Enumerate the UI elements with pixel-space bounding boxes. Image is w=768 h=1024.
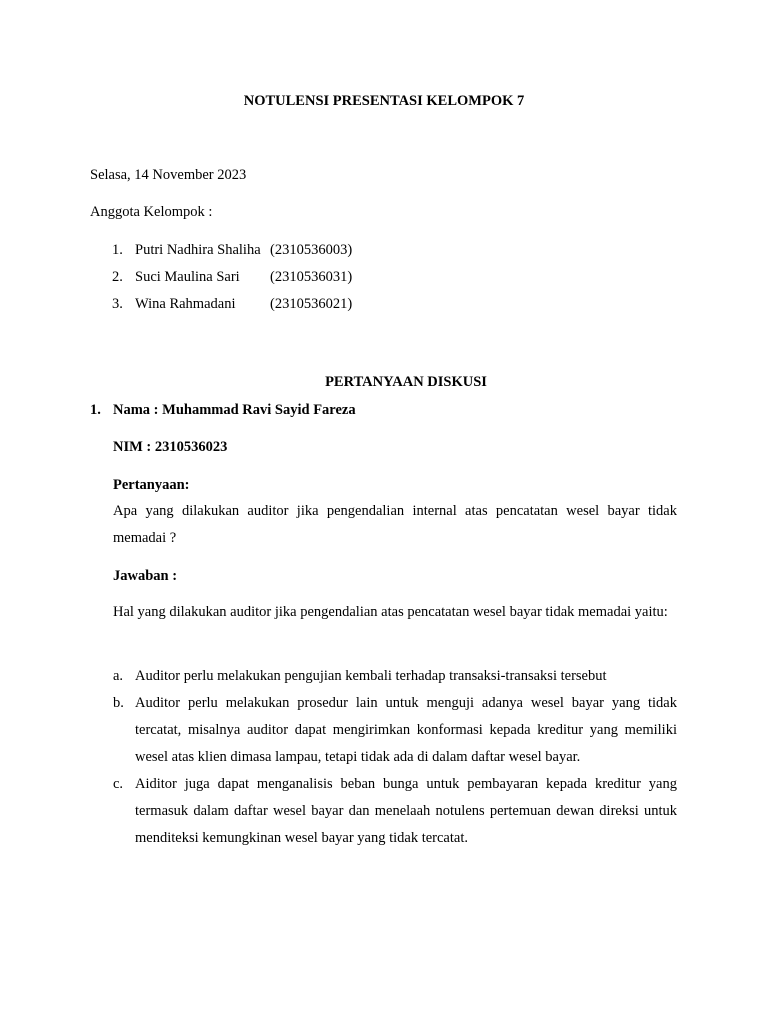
list-item: [113, 771, 677, 852]
answer-list: [113, 663, 677, 852]
list-item: [113, 690, 677, 771]
member-name: Putri Nadhira Shaliha: [135, 242, 261, 258]
answer-label: Jawaban :: [113, 568, 178, 584]
member-number: 3.: [112, 296, 123, 312]
section-title: PERTANYAAN DISKUSI: [325, 374, 487, 390]
list-item-text: Auditor perlu melakukan pengujian kembali terhadap transaksi-transaksi tersebut: [135, 668, 607, 684]
member-nim: (2310536003): [270, 242, 353, 258]
member-nim: (2310536021): [270, 296, 353, 312]
member-name: Suci Maulina Sari: [135, 269, 240, 285]
member-number: 2.: [112, 269, 123, 285]
question-number: 1.: [90, 402, 101, 418]
meeting-date: Selasa, 14 November 2023: [90, 167, 247, 183]
list-item-text: Auditor perlu melakukan prosedur lain untuk menguji adanya wesel bayar yang tidak tercatat, misalnya auditor dapat mengirimkan konformasi kepada kreditur yang memiliki wesel atas klien dimasa lampau, tetapi tidak ada di dalam daftar wesel bayar.: [135, 695, 677, 765]
asker-name: Nama : Muhammad Ravi Sayid Fareza: [113, 402, 356, 418]
document-title: NOTULENSI PRESENTASI KELOMPOK 7: [243, 93, 525, 109]
question-text: Apa yang dilakukan auditor jika pengendalian internal atas pencatatan wesel bayar tidak memadai ?: [113, 503, 677, 546]
list-item-text: Aiditor juga dapat menganalisis beban bunga untuk pembayaran kepada kreditur yang termasuk dalam daftar wesel bayar dan menelaah notulens pertemuan dewan direksi untuk menditeksi kemungkinan wesel bayar yang tidak tercatat.: [135, 776, 677, 846]
members-list: [112, 240, 412, 321]
member-nim: (2310536031): [270, 269, 353, 285]
list-marker: c.: [113, 776, 124, 792]
member-item: [112, 267, 412, 294]
member-item: [112, 294, 412, 321]
question-label: Pertanyaan:: [113, 477, 190, 493]
list-item: [113, 663, 677, 690]
member-item: [112, 240, 412, 267]
member-number: 1.: [112, 242, 123, 258]
members-label: Anggota Kelompok :: [90, 204, 213, 220]
list-marker: a.: [113, 668, 124, 684]
answer-intro: Hal yang dilakukan auditor jika pengendalian atas pencatatan wesel bayar tidak memadai yaitu:: [113, 604, 668, 620]
list-marker: b.: [113, 695, 124, 711]
asker-nim: NIM : 2310536023: [113, 439, 228, 455]
member-name: Wina Rahmadani: [135, 296, 236, 312]
